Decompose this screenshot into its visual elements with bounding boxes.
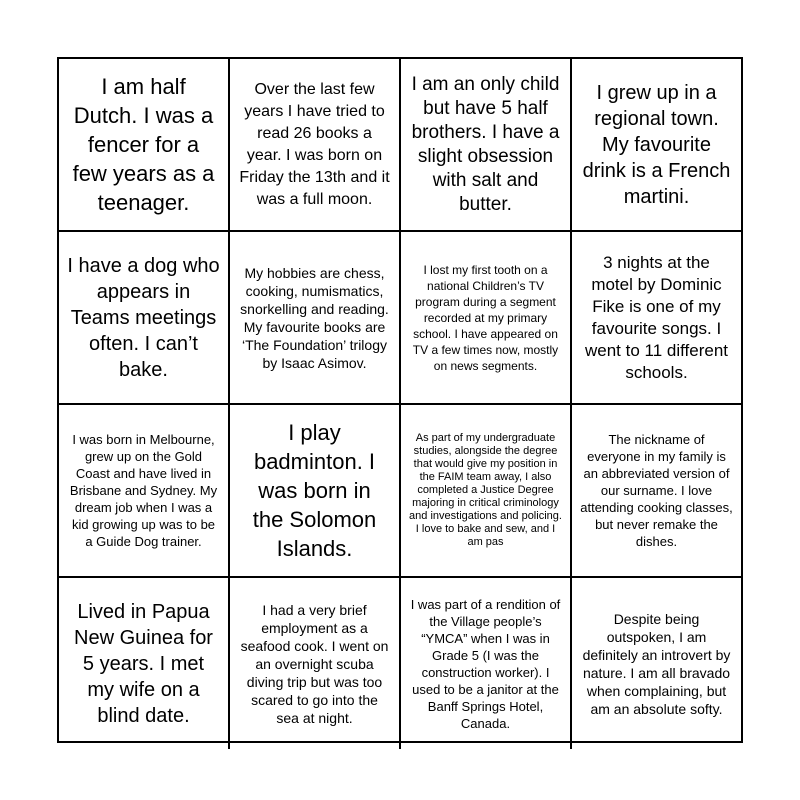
bingo-row-1 bbox=[59, 59, 741, 230]
bingo-cell[interactable] bbox=[230, 232, 401, 403]
cell-text: Over the last few years I have tried to read 26 books a year. I was born on Friday the 13th and it was a full moon. bbox=[239, 80, 390, 208]
cell-text: Lived in Papua New Guinea for 5 years. I met my wife on a blind date. bbox=[74, 600, 213, 727]
bingo-row-4 bbox=[59, 578, 741, 749]
bingo-cell[interactable] bbox=[401, 578, 572, 749]
cell-text: I grew up in a regional town. My favourite drink is a French martini. bbox=[582, 81, 731, 208]
bingo-row-2 bbox=[59, 232, 741, 403]
bingo-cell[interactable] bbox=[230, 405, 401, 576]
cell-text: The nickname of everyone in my family is an abbreviated version of our surname. I love attending cooking classes, but never remake the dishes. bbox=[580, 432, 733, 549]
bingo-cell[interactable] bbox=[401, 59, 572, 230]
bingo-cell[interactable] bbox=[572, 578, 741, 749]
bingo-cell[interactable] bbox=[572, 232, 741, 403]
cell-text: Despite being outspoken, I am definitely an introvert by nature. I am all bravado when complaining, but am an absolute softy. bbox=[582, 610, 731, 717]
bingo-cell[interactable] bbox=[572, 405, 741, 576]
bingo-cell[interactable] bbox=[230, 59, 401, 230]
cell-text: I was born in Melbourne, grew up on the Gold Coast and have lived in Brisbane and Sydney. My dream job when I was a kid growing up was to be a Guide Dog trainer. bbox=[69, 432, 218, 549]
cell-text: 3 nights at the motel by Dominic Fike is one of my favourite songs. I went to 11 different schools. bbox=[584, 252, 729, 382]
bingo-cell[interactable] bbox=[401, 232, 572, 403]
bingo-cell[interactable] bbox=[59, 232, 230, 403]
bingo-row-3 bbox=[59, 405, 741, 576]
bingo-cell[interactable] bbox=[59, 59, 230, 230]
cell-text: As part of my undergraduate studies, alongside the degree that would give my position in the FAIM team away, I also completed a Justice Degree majoring in critical criminology and investigations and policing. I love to bake and sew, and I am pas bbox=[409, 432, 562, 548]
cell-text: I am half Dutch. I was a fencer for a few years as a teenager. bbox=[72, 74, 215, 215]
bingo-cell[interactable] bbox=[401, 405, 572, 576]
bingo-cell[interactable] bbox=[59, 405, 230, 576]
cell-text: I have a dog who appears in Teams meetings often. I can’t bake. bbox=[67, 254, 220, 381]
cell-text: I was part of a rendition of the Village people’s “YMCA” when I was in Grade 5 (I was the construction worker). I used to be a janitor at the Banff Springs Hotel, Canada. bbox=[410, 596, 561, 731]
cell-text: I play badminton. I was born in the Solomon Islands. bbox=[252, 420, 377, 561]
bingo-cell[interactable] bbox=[59, 578, 230, 749]
bingo-cell[interactable] bbox=[230, 578, 401, 749]
bingo-cell[interactable] bbox=[572, 59, 741, 230]
cell-text: I lost my first tooth on a national Children’s TV program during a segment recorded at my primary school. I have appeared on TV a few times now, mostly on news segments. bbox=[412, 262, 559, 373]
cell-text: I had a very brief employment as a seafood cook. I went on an overnight scuba diving trip but was too scared to go into the sea at night. bbox=[240, 601, 389, 726]
bingo-board bbox=[57, 57, 743, 743]
cell-text: I am an only child but have 5 half brothers. I have a slight obsession with salt and butter. bbox=[411, 73, 560, 215]
cell-text: My hobbies are chess, cooking, numismatics, snorkelling and reading. My favourite books are ‘The Foundation’ trilogy by Isaac Asimov. bbox=[240, 264, 389, 371]
